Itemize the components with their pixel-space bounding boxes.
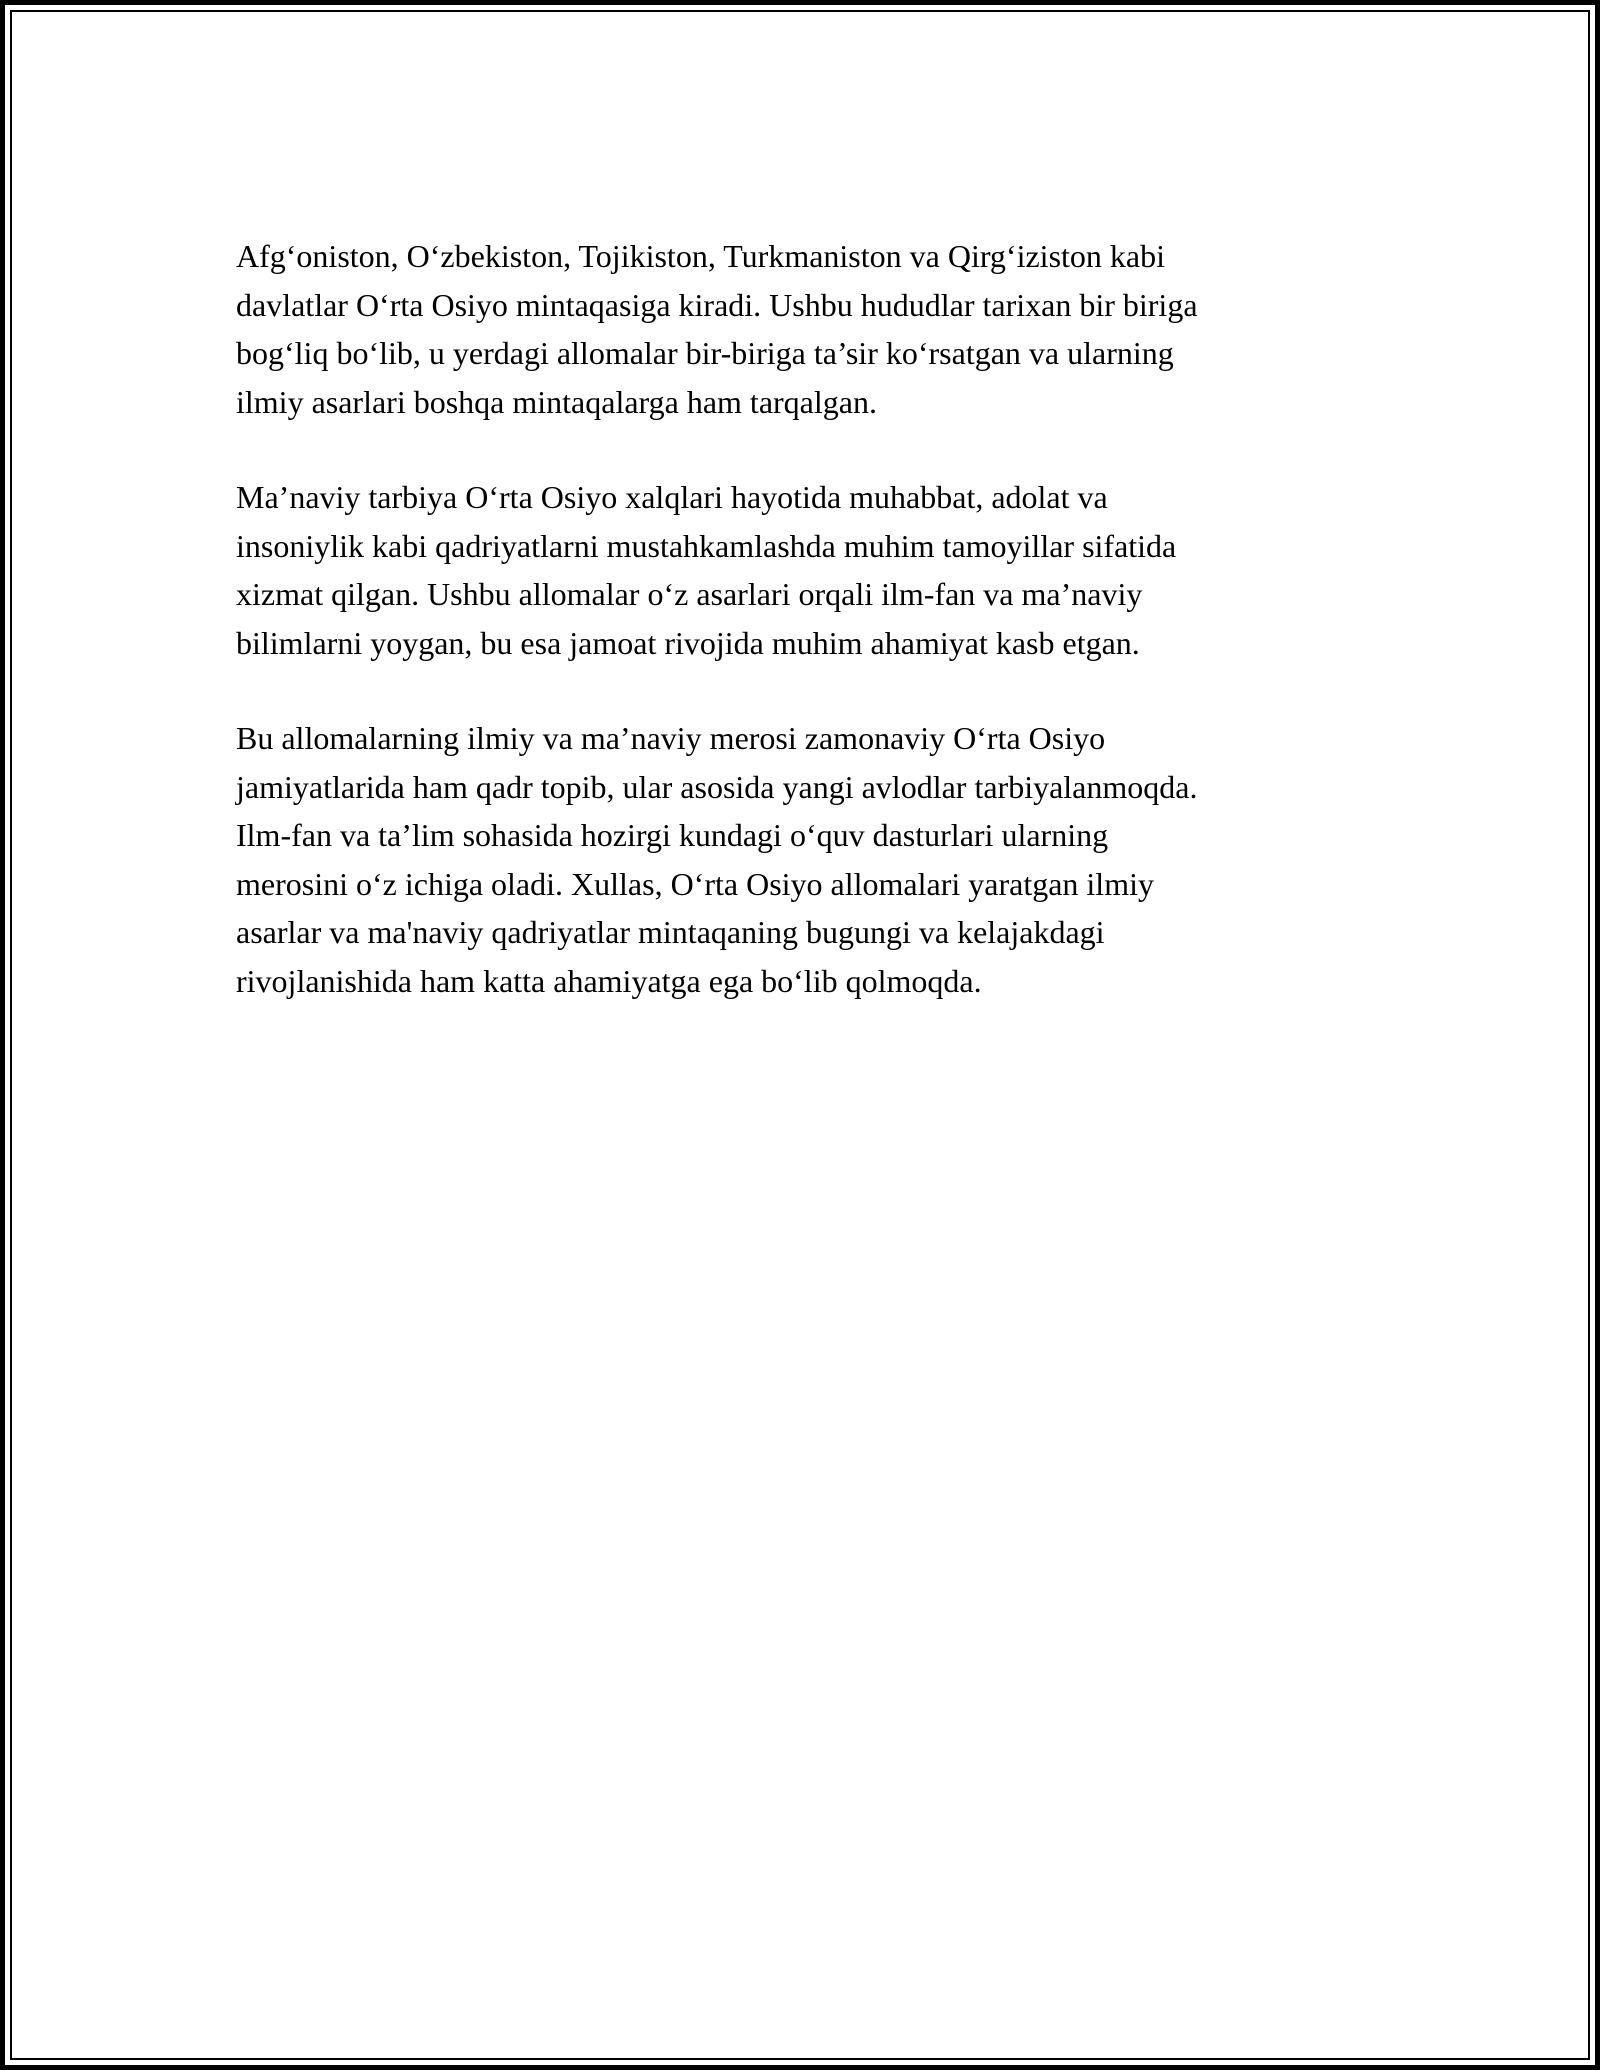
- paragraph-3-line-3: Ilm-fan va ta’lim sohasida hozirgi kundagi o‘quv dasturlari ularning: [236, 817, 1109, 853]
- paragraph-1-line-4: ilmiy asarlari boshqa mintaqalarga ham tarqalgan.: [236, 383, 877, 420]
- paragraph-3-line-1: Bu allomalarning ilmiy va ma’naviy merosi zamonaviy O‘rta Osiyo: [236, 720, 1106, 756]
- paragraph-3-line-6: rivojlanishida ham katta ahamiyatga ega bo‘lib qolmoqda.: [236, 962, 982, 999]
- paragraph-2-line-1: Ma’naviy tarbiya O‘rta Osiyo xalqlari hayotida muhabbat, adolat va: [236, 479, 1108, 515]
- document-body: [236, 232, 1366, 1005]
- paragraph-2-line-3: xizmat qilgan. Ushbu allomalar o‘z asarlari orqali ilm-fan va ma’naviy: [236, 576, 1143, 612]
- paragraph-2-line-4: bilimlarni yoygan, bu esa jamoat rivojida muhim ahamiyat kasb etgan.: [236, 624, 1140, 661]
- paragraph-1: [236, 232, 1366, 426]
- paragraph-3-line-4: merosini o‘z ichiga oladi. Xullas, O‘rta Osiyo allomalari yaratgan ilmiy: [236, 865, 1154, 902]
- paragraph-2-line-2: insoniylik kabi qadriyatlarni mustahkamlashda muhim tamoyillar sifatida: [236, 527, 1177, 564]
- paragraph-3: [236, 714, 1366, 1005]
- paragraph-1-line-2: davlatlar O‘rta Osiyo mintaqasiga kiradi. Ushbu hududlar tarixan bir biriga: [236, 286, 1198, 323]
- paragraph-2: [236, 473, 1366, 667]
- paragraph-1-line-3: bog‘liq bo‘lib, u yerdagi allomalar bir-biriga ta’sir ko‘rsatgan va ularning: [236, 335, 1174, 371]
- paragraph-1-line-1: Afg‘oniston, O‘zbekiston, Tojikiston, Turkmaniston va Qirg‘iziston kabi: [236, 238, 1165, 274]
- paragraph-3-line-5: asarlar va ma'naviy qadriyatlar mintaqaning bugungi va kelajakdagi: [236, 914, 1105, 950]
- paragraph-3-line-2: jamiyatlarida ham qadr topib, ular asosida yangi avlodlar tarbiyalanmoqda.: [236, 768, 1198, 805]
